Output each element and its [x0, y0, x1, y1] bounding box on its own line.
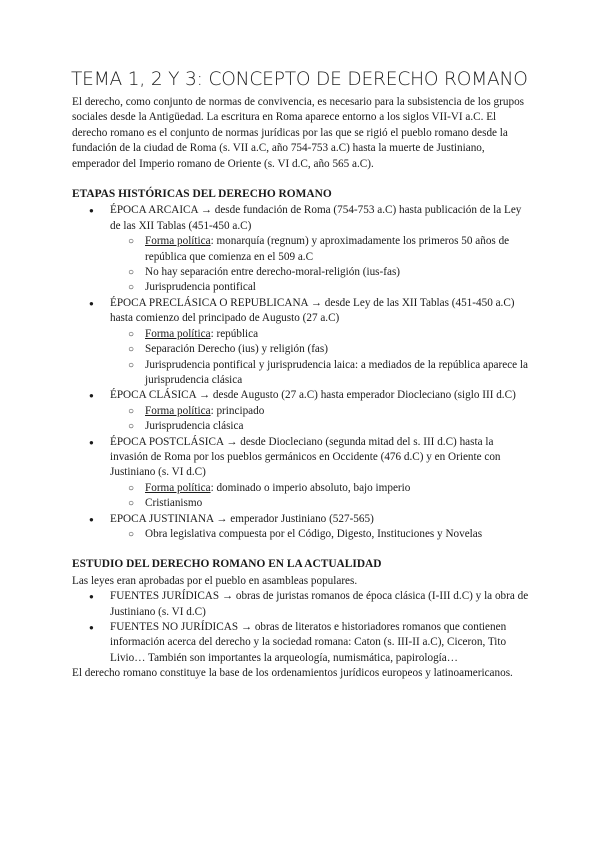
- sub-item-text: Jurisprudencia pontifical: [145, 281, 256, 294]
- period-item: [72, 296, 532, 388]
- period-sublist: [110, 404, 532, 435]
- period-sublist: [110, 481, 532, 512]
- forma-politica-label: Forma política: [145, 235, 211, 248]
- sub-item-text: Jurisprudencia clásica: [145, 420, 244, 433]
- section-heading-estudio: ESTUDIO DEL DERECHO ROMANO EN LA ACTUALIDAD: [72, 558, 382, 571]
- sub-item: [110, 358, 532, 389]
- fuentes-list: [72, 589, 532, 666]
- sub-item: [110, 496, 532, 511]
- sub-item-text: Obra legislativa compuesta por el Código, Digesto, Instituciones y Novelas: [145, 527, 483, 540]
- sub-item: [110, 265, 532, 280]
- sub-item: [110, 527, 532, 542]
- sub-item-text: : república: [210, 327, 259, 340]
- section2-intro: Las leyes eran aprobadas por el pueblo en asambleas populares.: [72, 574, 358, 587]
- period-sublist: [110, 234, 532, 296]
- period-text: EPOCA JUSTINIANA → emperador Justiniano (527-565): [110, 512, 374, 525]
- sub-item: [110, 404, 532, 419]
- sub-item-text: Separación Derecho (ius) y religión (fas): [145, 343, 328, 356]
- fuente-text: FUENTES JURÍDICAS → obras de juristas romanos de época clásica (I-III d.C) y la obra de Justiniano (s. VI d.C): [110, 590, 529, 618]
- period-text: ÉPOCA ARCAICA → desde fundación de Roma (754-753 a.C) hasta publicación de la Ley de las XII Tablas (451-450 a.C): [110, 204, 522, 232]
- intro-paragraph: El derecho, como conjunto de normas de convivencia, es necesario para la subsistencia de los grupos sociales desde la Antigüedad. La escritura en Roma aparece entorno a los siglos VII-VI a.C. El derecho romano es el conjunto de normas jurídicas por las que se rigió el pueblo romano desde la fundación de la ciudad de Roma (s. VII a.C, año 754-753 a.C) hasta la muerte de Justiniano, emperador del Imperio romano de Oriente (s. VI d.C, año 565 a.C).: [72, 96, 525, 170]
- sub-item: [110, 342, 532, 357]
- document-page: [72, 68, 532, 682]
- forma-politica-label: Forma política: [145, 481, 211, 494]
- period-text: ÉPOCA POSTCLÁSICA → desde Diocleciano (segunda mitad del s. III d.C) hasta la invasión de Roma por los pueblos germánicos en Occidente (476 d.C) y en Oriente con Justiniano (s. VI d.C): [110, 435, 501, 479]
- period-text: ÉPOCA CLÁSICA → desde Augusto (27 a.C) hasta emperador Diocleciano (siglo III d.C): [110, 389, 516, 402]
- sub-item-text: : monarquía (regnum) y aproximadamente los primeros 50 años de república que comienza en el 509 a.C: [145, 235, 510, 263]
- period-item: [72, 388, 532, 434]
- period-text: ÉPOCA PRECLÁSICA O REPUBLICANA → desde Ley de las XII Tablas (451-450 a.C) hasta comienzo del principado de Augusto (27 a.C): [110, 296, 515, 325]
- fuente-item: [72, 620, 532, 666]
- period-item: [72, 512, 532, 543]
- sub-item-text: : dominado o imperio absoluto, bajo imperio: [210, 481, 411, 494]
- period-sublist: [110, 327, 532, 389]
- sub-item: [110, 327, 532, 342]
- sub-item-text: Cristianismo: [145, 497, 203, 510]
- sub-item: [110, 481, 532, 496]
- sub-item-text: : principado: [210, 404, 265, 417]
- closing-paragraph: El derecho romano constituye la base de los ordenamientos jurídicos europeos y latinoamericanos.: [72, 667, 513, 680]
- fuente-text: FUENTES NO JURÍDICAS → obras de literatos e historiadores romanos que contienen información acerca del derecho y la sociedad romana: Caton (s. III-II a.C), Ciceron, Tito Livio… También son importantes la arqueología, numismática, papirología…: [110, 621, 507, 664]
- periods-list: [72, 203, 532, 542]
- sub-item: [110, 234, 532, 265]
- period-item: [72, 203, 532, 295]
- sub-item: [110, 419, 532, 434]
- page-title: TEMA 1, 2 Y 3: CONCEPTO DE DERECHO ROMANO: [71, 69, 528, 90]
- forma-politica-label: Forma política: [145, 327, 211, 340]
- sub-item-text: Jurisprudencia pontifical y jurisprudencia laica: a mediados de la república aparece la jurisprudencia clásica: [145, 358, 529, 386]
- sub-item-text: No hay separación entre derecho-moral-religión (ius-fas): [145, 266, 401, 279]
- sub-item: [110, 280, 532, 295]
- forma-politica-label: Forma política: [145, 404, 211, 417]
- period-sublist: [110, 527, 532, 542]
- section-heading-etapas: ETAPAS HISTÓRICAS DEL DERECHO ROMANO: [72, 188, 332, 201]
- period-item: [72, 435, 532, 512]
- fuente-item: [72, 589, 532, 620]
